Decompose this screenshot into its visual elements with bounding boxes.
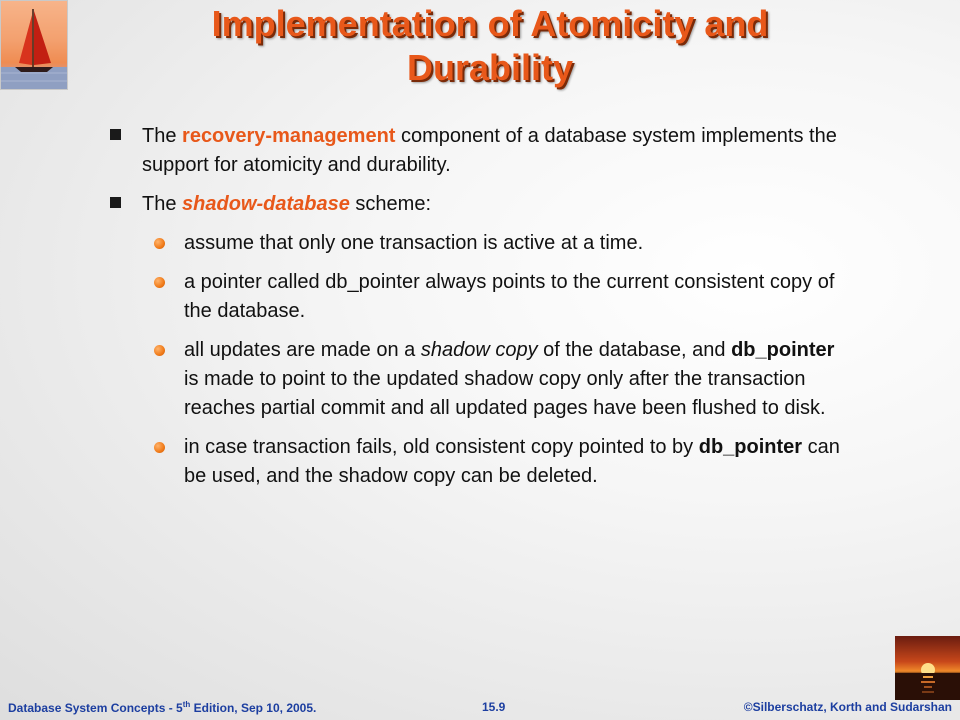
footer-page-number: 15.9 <box>482 700 506 714</box>
bullet-shadow-database: The shadow-database scheme: <box>108 190 848 219</box>
orange-dot-bullet-icon <box>154 238 165 249</box>
subbullet-one-transaction: assume that only one transaction is active at a time. <box>108 229 848 258</box>
sunset-logo <box>895 636 960 700</box>
title-line-2: Durability <box>406 47 574 88</box>
square-bullet-icon <box>110 129 121 140</box>
bullet-recovery-management: The recovery-management component of a database system implements the support for atomicity and durability. <box>108 122 848 180</box>
orange-dot-bullet-icon <box>154 277 165 288</box>
subbullet-db-pointer: a pointer called db_pointer always points to the current consistent copy of the database. <box>108 268 848 326</box>
footer-left: Database System Concepts - 5th Edition, Sep 10, 2005. <box>8 700 317 715</box>
square-bullet-icon <box>110 197 121 208</box>
orange-dot-bullet-icon <box>154 345 165 356</box>
orange-dot-bullet-icon <box>154 442 165 453</box>
subbullet-shadow-copy-updates: all updates are made on a shadow copy of the database, and db_pointer is made to point to the updated shadow copy only after the transaction reaches partial commit and all updated pages have been flushed to disk. <box>108 336 848 423</box>
title-line-1: Implementation of Atomicity and <box>211 3 769 44</box>
highlight-shadow-database: shadow-database <box>182 193 350 215</box>
slide-content <box>108 122 848 501</box>
subbullet-transaction-fails: in case transaction fails, old consistent copy pointed to by db_pointer can be used, and the shadow copy can be deleted. <box>108 433 848 491</box>
sailboat-logo <box>0 0 68 90</box>
footer-copyright: ©Silberschatz, Korth and Sudarshan <box>743 700 952 714</box>
slide-title <box>100 2 880 90</box>
highlight-recovery-management: recovery-management <box>182 125 396 147</box>
